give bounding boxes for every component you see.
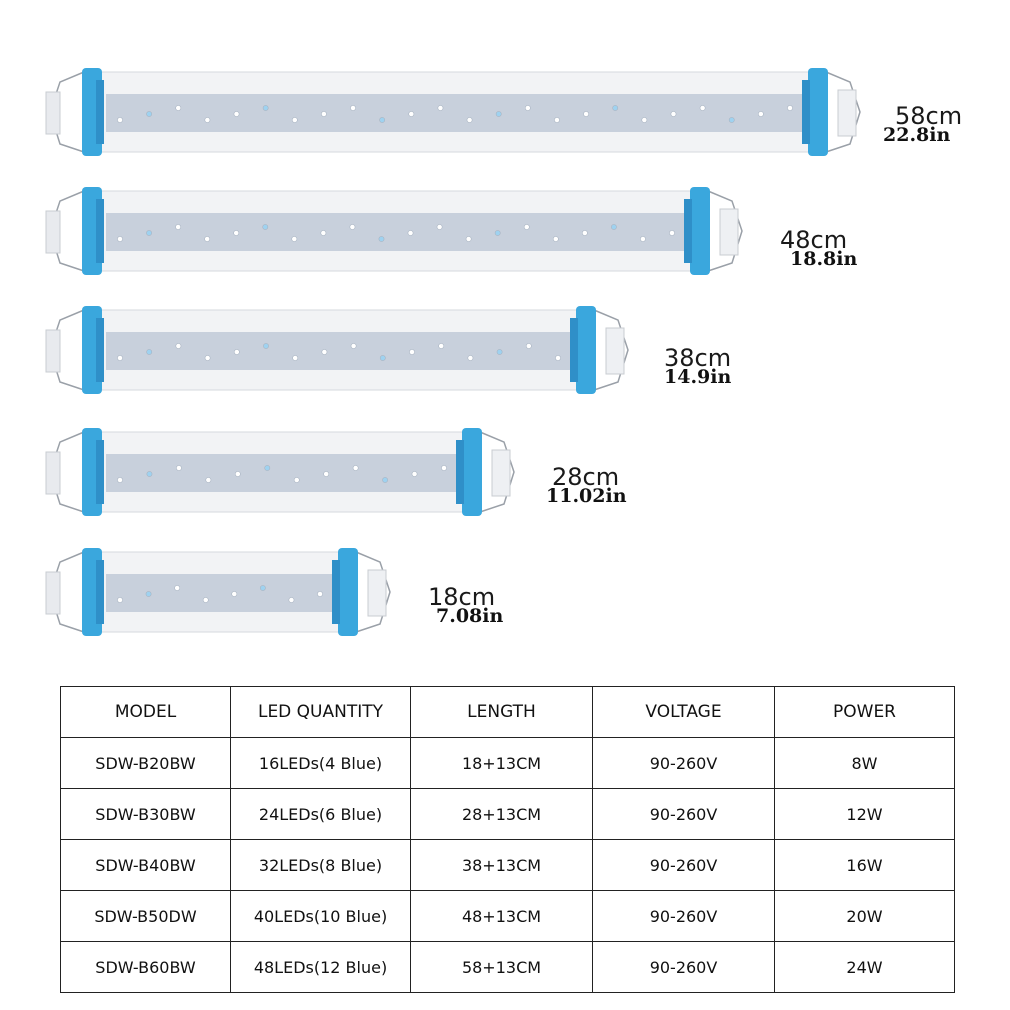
length-cm: 48cm: [780, 226, 848, 254]
cell-voltage: 90-260V: [593, 891, 775, 942]
cell-power: 8W: [775, 738, 955, 789]
table-row: [61, 840, 955, 891]
length-in: 11.02in: [546, 485, 627, 507]
cell-voltage: 90-260V: [593, 840, 775, 891]
cell-voltage: 90-260V: [593, 789, 775, 840]
cell-power: 24W: [775, 942, 955, 993]
length-cm: 58cm: [895, 102, 963, 130]
cell-length: 48+13CM: [411, 891, 593, 942]
length-in: 22.8in: [883, 124, 951, 146]
table-header-row: [61, 687, 955, 738]
col-header-model: MODEL: [61, 687, 231, 738]
size-label-18cm: [428, 585, 503, 626]
cell-led-quantity: 32LEDs(8 Blue): [231, 840, 411, 891]
table-row: [61, 789, 955, 840]
length-cm: 28cm: [552, 463, 620, 491]
cell-model: SDW-B40BW: [61, 840, 231, 891]
cell-length: 58+13CM: [411, 942, 593, 993]
cell-led-quantity: 16LEDs(4 Blue): [231, 738, 411, 789]
cell-led-quantity: 24LEDs(6 Blue): [231, 789, 411, 840]
cell-power: 20W: [775, 891, 955, 942]
length-in: 14.9in: [664, 366, 732, 388]
length-in: 7.08in: [436, 605, 504, 627]
spec-table: [60, 686, 955, 993]
cell-model: SDW-B30BW: [61, 789, 231, 840]
cell-model: SDW-B50DW: [61, 891, 231, 942]
cell-power: 16W: [775, 840, 955, 891]
col-header-led-quantity: LED QUANTITY: [231, 687, 411, 738]
col-header-voltage: VOLTAGE: [593, 687, 775, 738]
length-cm: 38cm: [664, 344, 732, 372]
cell-power: 12W: [775, 789, 955, 840]
cell-led-quantity: 48LEDs(12 Blue): [231, 942, 411, 993]
col-header-length: LENGTH: [411, 687, 593, 738]
cell-length: 18+13CM: [411, 738, 593, 789]
table-row: [61, 891, 955, 942]
cell-model: SDW-B20BW: [61, 738, 231, 789]
col-header-power: POWER: [775, 687, 955, 738]
length-in: 18.8in: [790, 248, 858, 270]
length-cm: 18cm: [428, 583, 496, 611]
cell-length: 38+13CM: [411, 840, 593, 891]
cell-led-quantity: 40LEDs(10 Blue): [231, 891, 411, 942]
cell-voltage: 90-260V: [593, 942, 775, 993]
cell-length: 28+13CM: [411, 789, 593, 840]
cell-model: SDW-B60BW: [61, 942, 231, 993]
table-row: [61, 738, 955, 789]
table-row: [61, 942, 955, 993]
cell-voltage: 90-260V: [593, 738, 775, 789]
